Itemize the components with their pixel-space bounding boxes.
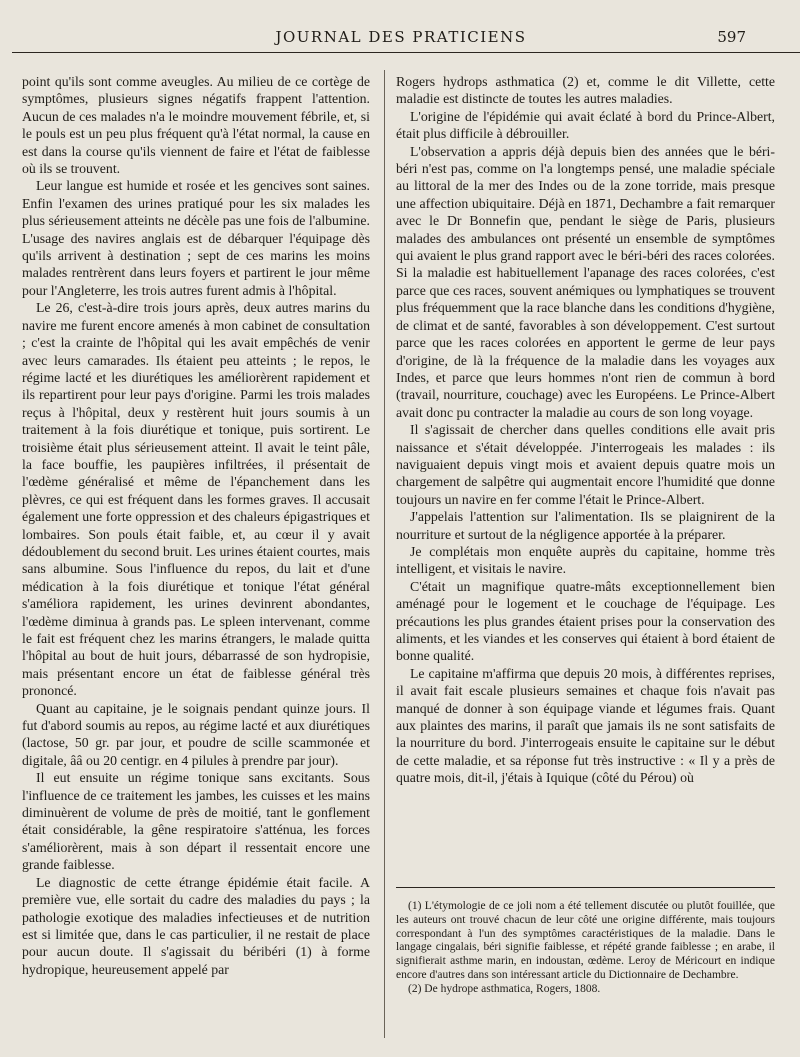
footnotes [396, 900, 775, 997]
paragraph: C'était un magnifique quatre-mâts exceptionnellement bien aménagé pour le logement et le couchage de l'équipage. Les précautions les plus grandes étaient prises pour la conservation des aliments, et les viandes et les conserves qui étaient à bord étaient de bonne qualité. [396, 578, 775, 664]
paragraph: Le diagnostic de cette étrange épidémie était facile. A première vue, elle sortait du cadre des maladies du pays ; la pathologie exotique des maladies infectieuses et de nutrition est si limitée que, dans le cas particulier, il ne restait de place pour aucun doute. Il s'agissait du béribéri (1) à forme hydropique, heureusement appelé par [22, 874, 370, 977]
paragraph: Il eut ensuite un régime tonique sans excitants. Sous l'influence de ce traitement les jambes, les cuisses et les mains diminuèrent de volume de près de moitié, tant le gonflement était considérable, la gêne respiratoire s'atténua, les forces s'améliorèrent, mais à son départ il ressentait encore une grande faiblesse. [22, 770, 370, 873]
footnote: (1) L'étymologie de ce joli nom a été tellement discutée ou plutôt fouillée, que les auteurs ont trouvé chacun de leur côté une origine différente, mais toujours correspondant à l'un des symptômes caractéristiques de la maladie. Dans le langage cingalais, béri signifie faiblesse, et répété grande faiblesse ; en arabe, il signifierait asthme marin, en indoustan, œdème. Leroy de Méricourt en indique encore d'autres dans son intéressant article du Dictionnaire de Dechambre. [396, 900, 775, 981]
left-column [22, 73, 370, 978]
paragraph: Rogers hydrops asthmatica (2) et, comme le dit Villette, cette maladie est distincte de toutes les autres maladies. [396, 74, 775, 107]
paragraph: Le capitaine m'affirma que depuis 20 mois, à différentes reprises, il avait fait escale plusieurs semaines et chaque fois n'avait pas manqué de donner à son équipage viande et légumes frais. Quant aux plaintes des marins, il paraît que jamais ils ne sont satisfaits de la nourriture du bord. J'interrogeais ensuite le capitaine sur le début de cette maladie, et sa réponse fut très instructive : « Il y a près de quatre mois, dit-il, j'étais à Iquique (côté du Pérou) où [396, 665, 775, 786]
paragraph: L'observation a appris déjà depuis bien des années que le béri-béri n'est pas, comme on l'a longtemps pensé, une maladie spéciale au littoral de la mer des Indes ou de la zone torride, mais presque une affection ubiquitaire. Déjà en 1871, Dechambre a fait remarquer avec le Dr Bonnefin que, pendant le siège de Paris, plusieurs malades des ambulances ont présenté un ensemble de symptômes qui avaient le plus grand rapport avec le béri-béri des races colorées. Si la maladie est habituellement l'apanage des races colorées, c'est parce que ces races, souvent anémiques ou lymphatiques se trouvent plus fréquemment que la race blanche dans les conditions d'hygiène, de climat et de santé, favorables à son développement. C'est surtout parce que les races colorées en apportent le germe de leur pays d'origine, de là la fréquence de la maladie dans les voyages aux Indes, et parce que leurs hommes n'ont rien de commun à bord (travail, nourriture, couchage) avec les Européens. Le Prince-Albert avait donc pu contracter la maladie au cours de son long voyage. [396, 143, 775, 420]
journal-title: JOURNAL DES PRATICIENS [275, 28, 527, 46]
footnote-rule [396, 887, 775, 888]
right-column [396, 73, 775, 787]
paragraph: point qu'ils sont comme aveugles. Au milieu de ce cortège de symptômes, plusieurs signes négatifs frappent l'attention. Aucun de ces malades n'a le moindre mouvement fébrile, et, si le pouls est un peu plus fréquent qu'à l'état normal, la cause en est dans la course qu'ils viennent de faire et l'état de faiblesse où ils se trouvent. [22, 74, 370, 177]
column-divider [384, 70, 385, 1038]
paragraph: Je complétais mon enquête auprès du capitaine, homme très intelligent, et visitais le navire. [396, 543, 775, 577]
paragraph: Il s'agissait de chercher dans quelles conditions elle avait pris naissance et s'était développée. J'interrogeais les malades : ils naviguaient depuis vingt mois et avaient depuis quatre mois un chargement de salpêtre qui augmentait encore l'humidité que donne toujours un navire en fer comme l'était le Prince-Albert. [396, 422, 775, 507]
page-number: 597 [717, 28, 746, 46]
paragraph: Quant au capitaine, je le soignais pendant quinze jours. Il fut d'abord soumis au repos, au régime lacté et aux diurétiques (lactose, 50 gr. par jour, et poudre de scille scammonée et digitale, ââ ou 20 centigr. en 4 pilules à prendre par jour). [22, 700, 370, 768]
paragraph: Leur langue est humide et rosée et les gencives sont saines. Enfin l'examen des urines pratiqué pour les six malades les plus sérieusement atteints ne décèle pas une fois de l'albumine. L'usage des navires anglais est de débarquer l'équipage dès qu'ils arrivent à destination ; sept de ces marins les moins malades rentrèrent dans leurs foyers et partirent le jour même pour l'Angleterre, les trois autres furent admis à l'hôpital. [22, 178, 370, 298]
running-header [20, 26, 782, 52]
paragraph: Le 26, c'est-à-dire trois jours après, deux autres marins du navire me furent encore amenés à mon cabinet de consultation ; c'est la crainte de l'hôpital qui les avait empêchés de venir avec leurs camarades. Ils étaient peu atteints ; le repos, le régime lacté et les diurétiques les améliorèrent rapidement et ils repartirent pour leur pays d'origine. Parmi les trois malades reçus à l'hôpital, deux y restèrent huit jours soumis à un traitement à la fois diurétique et tonique, puis sortirent. Le troisième était plus sérieusement atteint. Il avait le teint pâle, la face bouffie, les paupières infiltrées, il présentait de l'œdème généralisé et même de l'épanchement dans les plèvres, ce qui est fréquent dans les formes graves. Il accusait également une forte oppression et des chaleurs épigastriques et lombaires. Son pouls était faible, et, au cœur il y avait dédoublement du second bruit. Les urines étaient courtes, mais sans albumine. Sous l'influence du repos, du lait et d'une médication à la fois diurétique et tonique l'état général s'améliora rapidement, les urines devinrent abondantes, l'œdème diminua à grands pas. Le spleen intervenant, comme le fait est fréquent chez les marins étrangers, le malade quitta l'hôpital au bout de huit jours, débarrassé de son hydropisie, mais présentant encore un état de faiblesse général très prononcé. [22, 300, 370, 699]
paragraph: J'appelais l'attention sur l'alimentation. Ils se plaignirent de la nourriture et surtout de la négligence apportée à la préparer. [396, 509, 775, 542]
paragraph: L'origine de l'épidémie qui avait éclaté à bord du Prince-Albert, était plus difficile à débrouiller. [396, 108, 775, 142]
footnote: (2) De hydrope asthmatica, Rogers, 1808. [408, 982, 601, 995]
header-rule [12, 52, 800, 53]
